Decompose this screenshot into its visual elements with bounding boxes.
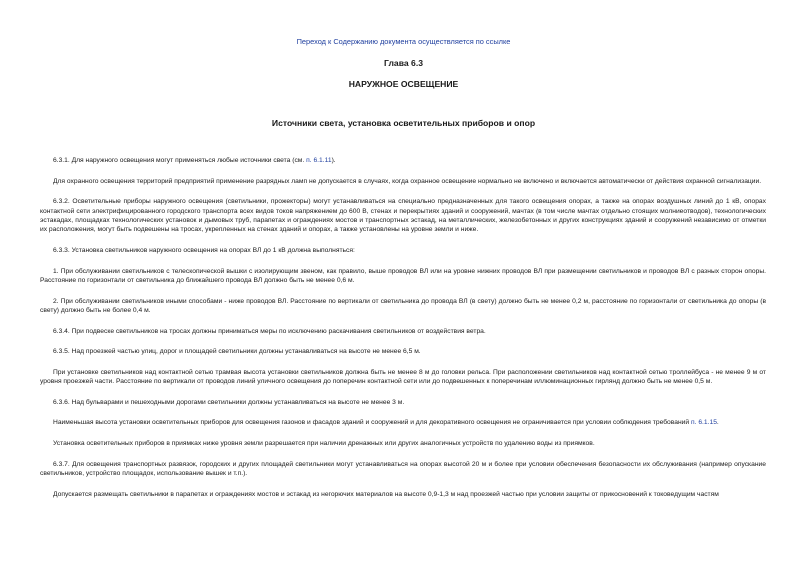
paragraph-6-3-1 [40,156,766,165]
chapter-title: НАРУЖНОЕ ОСВЕЩЕНИЕ [348,79,459,89]
paragraph-6-3-6: 6.3.6. Над бульварами и пешеходными дорогами светильники должны устанавливаться на высоте не менее 3 м. [53,398,405,406]
paragraph-6-3-2: 6.3.2. Осветительные приборы наружного освещения (светильники, прожекторы) могут устанавливаться на специально предназначенных для такого освещения опорах, а также на опорах воздушных линий до 1 кВ, опорах контактной сети электрифицированного городского транспорта всех видов токов напряжением до 600 В, стенах и перекрытиях зданий и сооружений, мачтах (в том числе мачтах отдельно стоящих молниеотводов), технологических эстакадах, площадках технологических установок и дымовых труб, парапетах и ограждениях мостов и транспортных эстакад, на металлических, железобетонных и других конструкциях зданий и сооружений независимо от отметки их расположения, могут быть подвешены на тросах, укрепленных на стенах зданий и опорах, а также установлены на уровне земли и ниже. [40,198,766,234]
reference-link-6-1-15[interactable]: п. 6.1.15 [690,419,717,427]
paragraph-text: ). [331,157,336,164]
paragraph-min-height [40,418,766,427]
reference-link-6-1-11[interactable]: п. 6.1.11 [306,157,332,164]
paragraph-parapets: Допускается размещать светильники в парапетах и ограждениях мостов и эстакад из негорючих материалов на высоте 0,9-1,3 м над проезжей частью при условии защиты от прикосновений к токоведущим частям [53,490,719,498]
toc-link[interactable]: Переход к Содержанию документа осуществляется по ссылке [296,37,511,46]
paragraph-6-3-7: 6.3.7. Для освещения транспортных развязок, городских и других площадей светильники могут устанавливаться на опорах высотой 20 м и более при условии обеспечения безопасности их обслуживания (например опускание светильников, устройство площадок, использование вышек и т.п.). [40,460,766,477]
paragraph-text: . [716,419,719,427]
paragraph-pits: Установка осветительных приборов в приямках ниже уровня земли разрешается при наличии дренажных или других аналогичных устройств по удалению воды из приямков. [53,439,595,447]
paragraph-item-2: 2. При обслуживании светильников иными способами - ниже проводов ВЛ. Расстояние по вертикали от светильника до провода ВЛ (в свету) должно быть не менее 0,2 м, расстояние по горизонтали от светильника до опоры (в свету) должно быть не более 0,4 м. [40,297,766,314]
paragraph-item-1: 1. При обслуживании светильников с телескопической вышки с изолирующим звеном, как правило, выше проводов ВЛ или на уровне нижних проводов ВЛ при размещении светильников и проводов ВЛ с разных сторон опоры. Расстояние по горизонтали от светильника до ближайшего провода ВЛ должно быть не менее 0,6 м. [40,267,766,284]
section-title: Источники света, установка осветительных приборов и опор [271,118,536,128]
paragraph-6-3-3: 6.3.3. Установка светильников наружного освещения на опорах ВЛ до 1 кВ должна выполняться: [53,247,355,254]
paragraph-6-3-5: 6.3.5. Над проезжей частью улиц, дорог и площадей светильники должны устанавливаться на высоте не менее 6,5 м. [53,348,421,356]
chapter-number: Глава 6.3 [384,58,423,68]
paragraph-6-3-4: 6.3.4. При подвеске светильников на тросах должны приниматься меры по исключению раскачивания светильников от воздействия ветра. [53,327,486,335]
document-body [40,156,766,510]
paragraph-tram-height: При установке светильников над контактной сетью трамвая высота установки светильников должна быть не менее 8 м до головки рельса. При расположении светильников над контактной сетью троллейбуса - не менее 9 м от уровня проезжей части. Расстояние по вертикали от проводов линий уличного освещения до поперечин контактной сети или до подвешенных к поперечинам иллюминационных гирлянд должно быть не менее 0,5 м. [40,368,766,386]
paragraph-text: 6.3.1. Для наружного освещения могут применяться любые источники света (см. [53,157,307,164]
paragraph-security-lighting: Для охранного освещения территорий предприятий применение разрядных ламп не допускается в случаях, когда охранное освещение нормально не включено и включается автоматически от действия охранной сигнализации. [53,177,762,185]
paragraph-text: Наименьшая высота установки осветительных приборов для освещения газонов и фасадов зданий и сооружений и для декоративного освещения не ограничивается при условии соблюдения требований [53,419,691,427]
